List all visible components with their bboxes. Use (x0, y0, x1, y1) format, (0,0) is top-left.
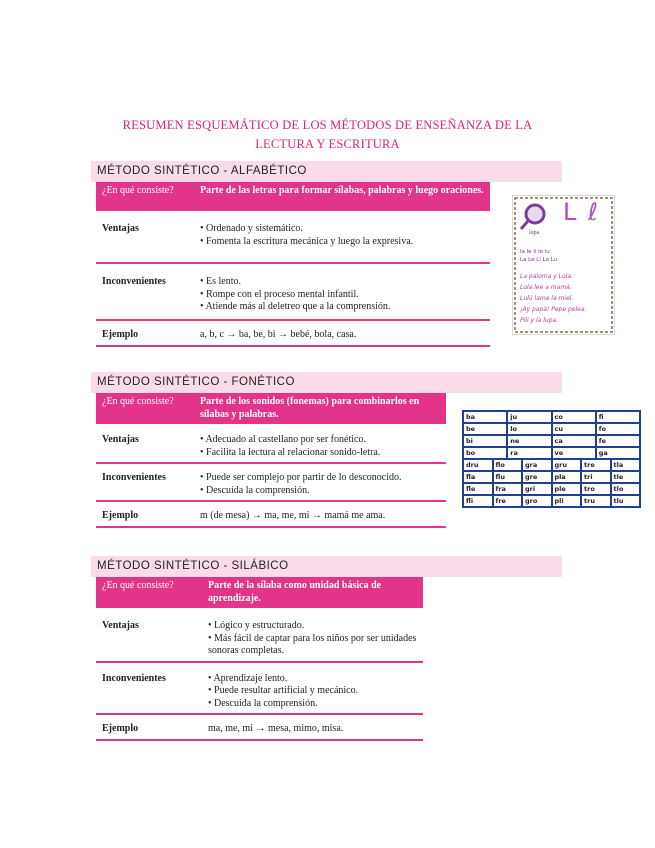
ventajas-list (202, 608, 423, 662)
syllable-grid-top (464, 412, 639, 458)
syllable-cell: gre (523, 472, 551, 482)
method-heading: MÉTODO SINTÉTICO - SILÁBICO (91, 556, 562, 577)
syllable-grid-image (462, 410, 641, 508)
card-caption: lupa (529, 230, 540, 236)
ejemplo-label: Ejemplo (96, 714, 202, 740)
question-answer: Parte de la sílaba como unidad básica de aprendizaje. (202, 577, 423, 608)
syllable-cell: ba (464, 412, 506, 422)
syllable-cell: gri (523, 484, 551, 494)
syllable-cell: bo (464, 448, 506, 458)
card-syllables (520, 248, 557, 264)
inconvenientes-label: Inconvenientes (96, 263, 194, 320)
syllable-cell: tru (582, 496, 610, 506)
ventajas-label: Ventajas (96, 424, 194, 463)
syllable-cell: ne (508, 436, 550, 446)
sentence: ¡Ay papá! Pepe pelea. (520, 306, 587, 313)
list-item: • Descuida la comprensión. (208, 697, 318, 709)
list-item: • Rompe con el proceso mental infantil. (200, 288, 359, 300)
list-item: • Fomenta la escritura mecánica y luego la expresiva. (200, 235, 414, 247)
sentence: Lulú lame la miel. (520, 295, 574, 302)
syllable-cell: bi (464, 436, 506, 446)
syllable-cell: fli (464, 496, 492, 506)
question-label: ¿En qué consiste? (96, 182, 194, 211)
list-item: • Descuida la comprensión. (200, 484, 310, 496)
syllable-cell: flu (494, 472, 522, 482)
sentence: Lola lee a mamá. (520, 284, 572, 291)
syllable-cell: fla (464, 472, 492, 482)
title-line-1: RESUMEN ESQUEMÁTICO DE LOS MÉTODOS DE ENSEÑANZA DE LA (122, 118, 533, 132)
syllable-cell: ca (553, 436, 595, 446)
syllable-cell: gro (523, 496, 551, 506)
syllable-cell: co (553, 412, 595, 422)
syllable-cell: tro (582, 484, 610, 494)
syllable-cell: tre (582, 460, 610, 470)
question-answer: Parte de las letras para formar sílabas, palabras y luego oraciones. (194, 182, 490, 211)
syllable-cell: fe (597, 436, 639, 446)
syllable-cell: ple (553, 484, 581, 494)
ejemplo-text: m (de mesa) → ma, me, mi → mamá me ama. (194, 501, 446, 527)
syllable-cell: ga (597, 448, 639, 458)
syllable-cell: tri (582, 472, 610, 482)
inconvenientes-list (202, 662, 423, 715)
ejemplo-label: Ejemplo (96, 320, 194, 346)
syllable-cell: lo (508, 424, 550, 434)
syllable-cell: fo (597, 424, 639, 434)
list-item: • Es lento. (200, 276, 241, 287)
syllable-cell: tle (612, 472, 640, 482)
syllable-cell: be (464, 424, 506, 434)
method-table-silabico (96, 577, 423, 741)
syllable-cell: cu (553, 424, 595, 434)
ventajas-label: Ventajas (96, 608, 202, 662)
syllable-cell: fi (597, 412, 639, 422)
card-sentences (520, 271, 586, 326)
syllable-cell: ra (508, 448, 550, 458)
list-item: • Facilita la lectura al relacionar sonido-letra. (200, 446, 381, 458)
method-table-alfabetico (96, 182, 490, 347)
sentence: Pili y la lupa. (520, 317, 559, 324)
method-heading: MÉTODO SINTÉTICO - FONÉTICO (91, 372, 562, 393)
big-letters: L ℓ (563, 198, 600, 226)
inconvenientes-label: Inconvenientes (96, 662, 202, 715)
inconvenientes-list (194, 263, 490, 320)
list-item: • Puede ser complejo por partir de lo desconocido. (200, 472, 402, 483)
document-title (100, 116, 555, 154)
syllable-cell: fle (464, 484, 492, 494)
sentence: La paloma y Lola. (520, 273, 573, 280)
ejemplo-label: Ejemplo (96, 501, 194, 527)
question-answer: Parte de los sonidos (fonemas) para combinarlos en sílabas y palabras. (194, 393, 446, 424)
syllable-cell: ju (508, 412, 550, 422)
syllable-row: la le li lo lu (520, 249, 550, 255)
ejemplo-text: ma, me, mi → mesa, mimo, misa. (202, 714, 423, 740)
ejemplo-text: a, b, c → ba, be, bi → bebé, bola, casa. (194, 320, 490, 346)
syllable-grid-bottom (464, 460, 639, 506)
syllable-cell: gru (553, 460, 581, 470)
syllable-cell: fre (494, 496, 522, 506)
list-item: • Más fácil de captar para los niños por ser unidades sonoras completas. (208, 632, 417, 656)
syllable-cell: ve (553, 448, 595, 458)
syllable-cell: fra (494, 484, 522, 494)
inconvenientes-list (194, 463, 446, 501)
syllable-cell: pli (553, 496, 581, 506)
question-label: ¿En qué consiste? (96, 393, 194, 424)
syllable-cell: tlo (612, 484, 640, 494)
list-item: • Ordenado y sistemático. (200, 223, 303, 234)
method-table-fonetico (96, 393, 446, 528)
syllable-cell: gra (523, 460, 551, 470)
ventajas-list (194, 211, 490, 263)
list-item: • Aprendizaje lento. (208, 672, 288, 684)
ventajas-label: Ventajas (96, 211, 194, 263)
list-item: • Adecuado al castellano por ser fonético. (200, 434, 366, 445)
list-item: • Puede resultar artificial y mecánico. (208, 685, 359, 696)
inconvenientes-label: Inconvenientes (96, 463, 194, 501)
syllable-cell: tlu (612, 496, 640, 506)
syllable-cell: flo (494, 460, 522, 470)
letter-l-card-image (512, 195, 615, 335)
syllable-cell: dru (464, 460, 492, 470)
syllable-row: La Le Li Lo Lu (520, 257, 558, 263)
syllable-cell: pla (553, 472, 581, 482)
ventajas-list (194, 424, 446, 463)
list-item: • Atiende más al deletreo que a la comprensión. (200, 301, 391, 312)
list-item: • Lógico y estructurado. (208, 620, 305, 631)
syllable-cell: tla (612, 460, 640, 470)
method-heading: MÉTODO SINTÉTICO - ALFABÉTICO (91, 161, 562, 182)
title-line-2: LECTURA Y ESCRITURA (255, 137, 400, 151)
question-label: ¿En qué consiste? (96, 577, 202, 608)
